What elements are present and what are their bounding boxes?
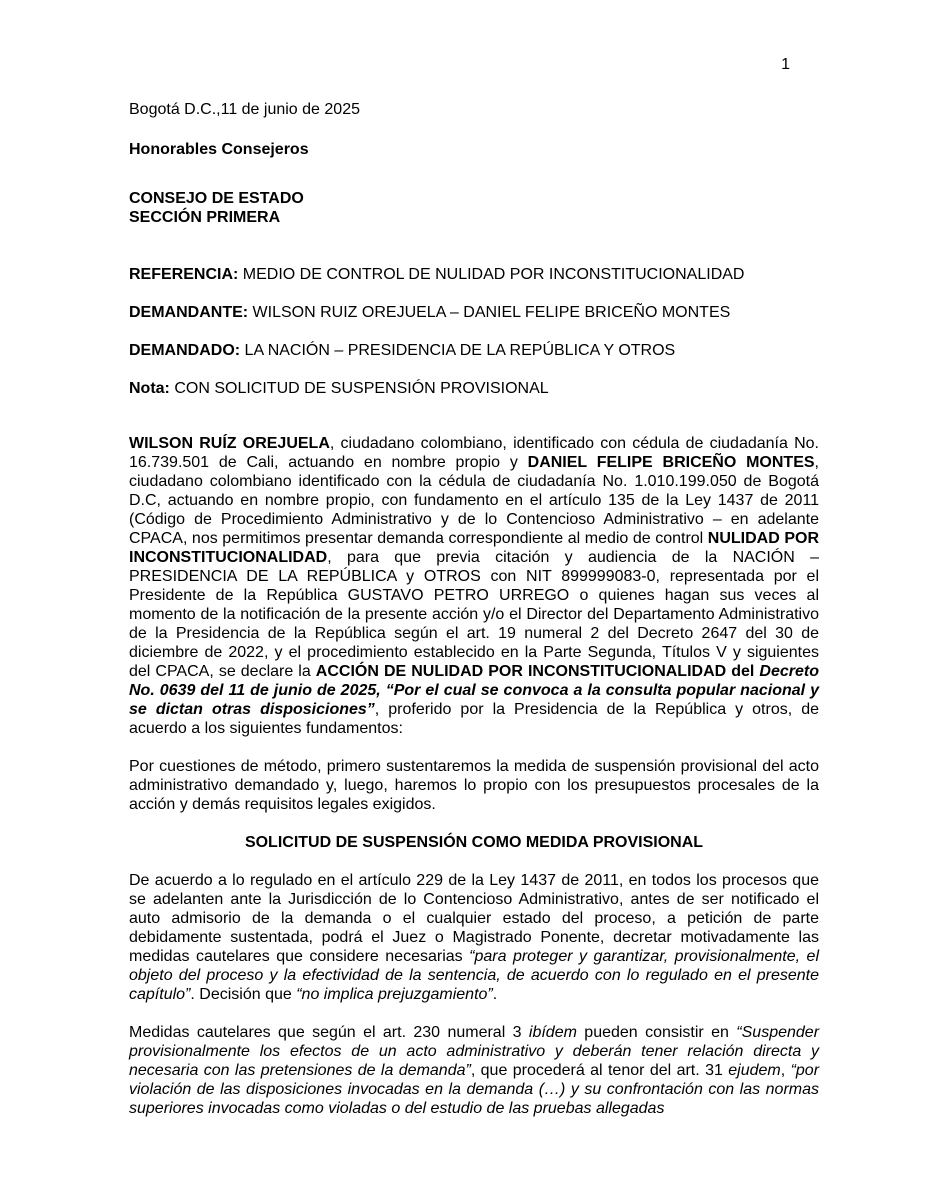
- art230-text-1: Medidas cautelares que según el art. 230 numeral 3: [129, 1024, 529, 1041]
- action-name: ACCIÓN DE NULIDAD POR INCONSTITUCIONALIDAD: [315, 663, 727, 680]
- field-demandado: [129, 341, 819, 360]
- field-demandado-value: LA NACIÓN – PRESIDENCIA DE LA REPÚBLICA Y OTROS: [240, 342, 676, 359]
- art229-text-2: . Decisión que: [190, 986, 297, 1003]
- field-referencia-label: REFERENCIA:: [129, 266, 239, 283]
- art230-ejudem: ejudem: [728, 1062, 781, 1079]
- art230-text-3: , que procederá al tenor del art. 31: [470, 1062, 729, 1079]
- field-nota-label: Nota:: [129, 380, 170, 397]
- art229-text-1: De acuerdo a lo regulado en el artículo 229 de la Ley 1437 de 2011, en todos los procesos que se adelanten ante la Jurisdicción de lo Contencioso Administrativo, antes de ser notificado el auto admisorio de la demanda o el cualquier estado del proceso, a petición de parte debidamente sustentada, podrá el Juez o Magistrado Ponente, decretar motivadamente las medidas cautelares que considere necesarias: [129, 872, 819, 965]
- art229-quote-1: “para proteger y garantizar, provisionalmente, el objeto del proceso y la efectividad de la sentencia, de acuerdo con lo regulado en el presente capítulo”: [129, 948, 820, 1003]
- intro-text-2: , ciudadano colombiano identificado con la cédula de ciudadanía No. 1.010.199.050 de Bogotá D.C, actuando en nombre propio, con fundamento en el artículo 135 de la Ley 1437 de 2011 (Código de Procedimiento Administrativo y de lo Contencioso Administrativo – en adelante CPACA, nos permitimos presentar demanda correspondiente al medio de control: [129, 454, 819, 547]
- decree-title: Decreto No. 0639 del 11 de junio de 2025, “Por el cual se convoca a la consulta popular nacional y se dictan otras disposiciones”: [129, 663, 819, 718]
- art230-text-4: ,: [780, 1062, 791, 1079]
- plaintiff-name-2: DANIEL FELIPE BRICEÑO MONTES: [527, 454, 815, 471]
- article-230-paragraph: [129, 1023, 819, 1118]
- section-heading: SOLICITUD DE SUSPENSIÓN COMO MEDIDA PROVISIONAL: [244, 834, 704, 851]
- plaintiff-name-1: WILSON RUÍZ OREJUELA: [129, 435, 330, 452]
- field-nota: [129, 379, 819, 398]
- art230-text-2: pueden consistir en: [576, 1024, 737, 1041]
- control-medium: NULIDAD POR INCONSTITUCIONALIDAD: [129, 530, 820, 566]
- art229-quote-2: “no implica prejuzgamiento”: [296, 986, 493, 1003]
- intro-paragraph: [129, 434, 819, 738]
- article-229-paragraph: [129, 871, 819, 1004]
- field-demandante-value: WILSON RUIZ OREJUELA – DANIEL FELIPE BRICEÑO MONTES: [248, 304, 731, 321]
- art230-quote-2: “por violación de las disposiciones invocadas en la demanda (…) y su confrontación con las normas superiores invocadas como violadas o del estudio de las pruebas allegadas: [129, 1062, 820, 1117]
- document-body: [129, 100, 819, 1137]
- field-nota-value: CON SOLICITUD DE SUSPENSIÓN PROVISIONAL: [169, 380, 549, 397]
- intro-text-1: , ciudadano colombiano, identificado con cédula de ciudadanía No. 16.739.501 de Cali, actuando en nombre propio y: [129, 435, 819, 471]
- addressee-line-1: CONSEJO DE ESTADO: [129, 190, 304, 207]
- intro-text-4: , proferido por la Presidencia de la República y otros, de acuerdo a los siguientes fundamentos:: [129, 701, 819, 737]
- field-demandante-label: DEMANDANTE:: [129, 304, 249, 321]
- field-demandado-label: DEMANDADO:: [129, 342, 241, 359]
- date-line: Bogotá D.C.,11 de junio de 2025: [129, 101, 360, 118]
- art230-ibidem: ibídem: [528, 1024, 577, 1041]
- field-demandante: [129, 303, 819, 322]
- addressee-block: [129, 189, 819, 227]
- salutation: Honorables Consejeros: [129, 141, 309, 158]
- field-referencia: [129, 265, 819, 284]
- page-number: 1: [781, 56, 790, 73]
- addressee-line-2: SECCIÓN PRIMERA: [129, 209, 281, 226]
- field-referencia-value: MEDIO DE CONTROL DE NULIDAD POR INCONSTITUCIONALIDAD: [238, 266, 745, 283]
- art229-text-3: .: [492, 986, 498, 1003]
- intro-text-3: , para que previa citación y audiencia de la NACIÓN – PRESIDENCIA DE LA REPÚBLICA y OTROS con NIT 899999083-0, representada por el Presidente de la República GUSTAVO PETRO URREGO o quienes hagan sus veces al momento de la notificación de la presente acción y/o el Director del Departamento Administrativo de la Presidencia de la República según el art. 19 numeral 2 del Decreto 2647 del 30 de diciembre de 2022, y el procedimiento establecido en la Parte Segunda, Títulos V y siguientes del CPACA, se declare la: [129, 549, 819, 680]
- art230-quote-1: “Suspender provisionalmente los efectos de un acto administrativo y deberán tener relación directa y necesaria con las pretensiones de la demanda”: [129, 1024, 820, 1079]
- intro-del: del: [731, 663, 760, 680]
- method-paragraph: Por cuestiones de método, primero sustentaremos la medida de suspensión provisional del acto administrativo demandado y, luego, haremos lo propio con los presupuestos procesales de la acción y demás requisitos legales exigidos.: [129, 758, 819, 813]
